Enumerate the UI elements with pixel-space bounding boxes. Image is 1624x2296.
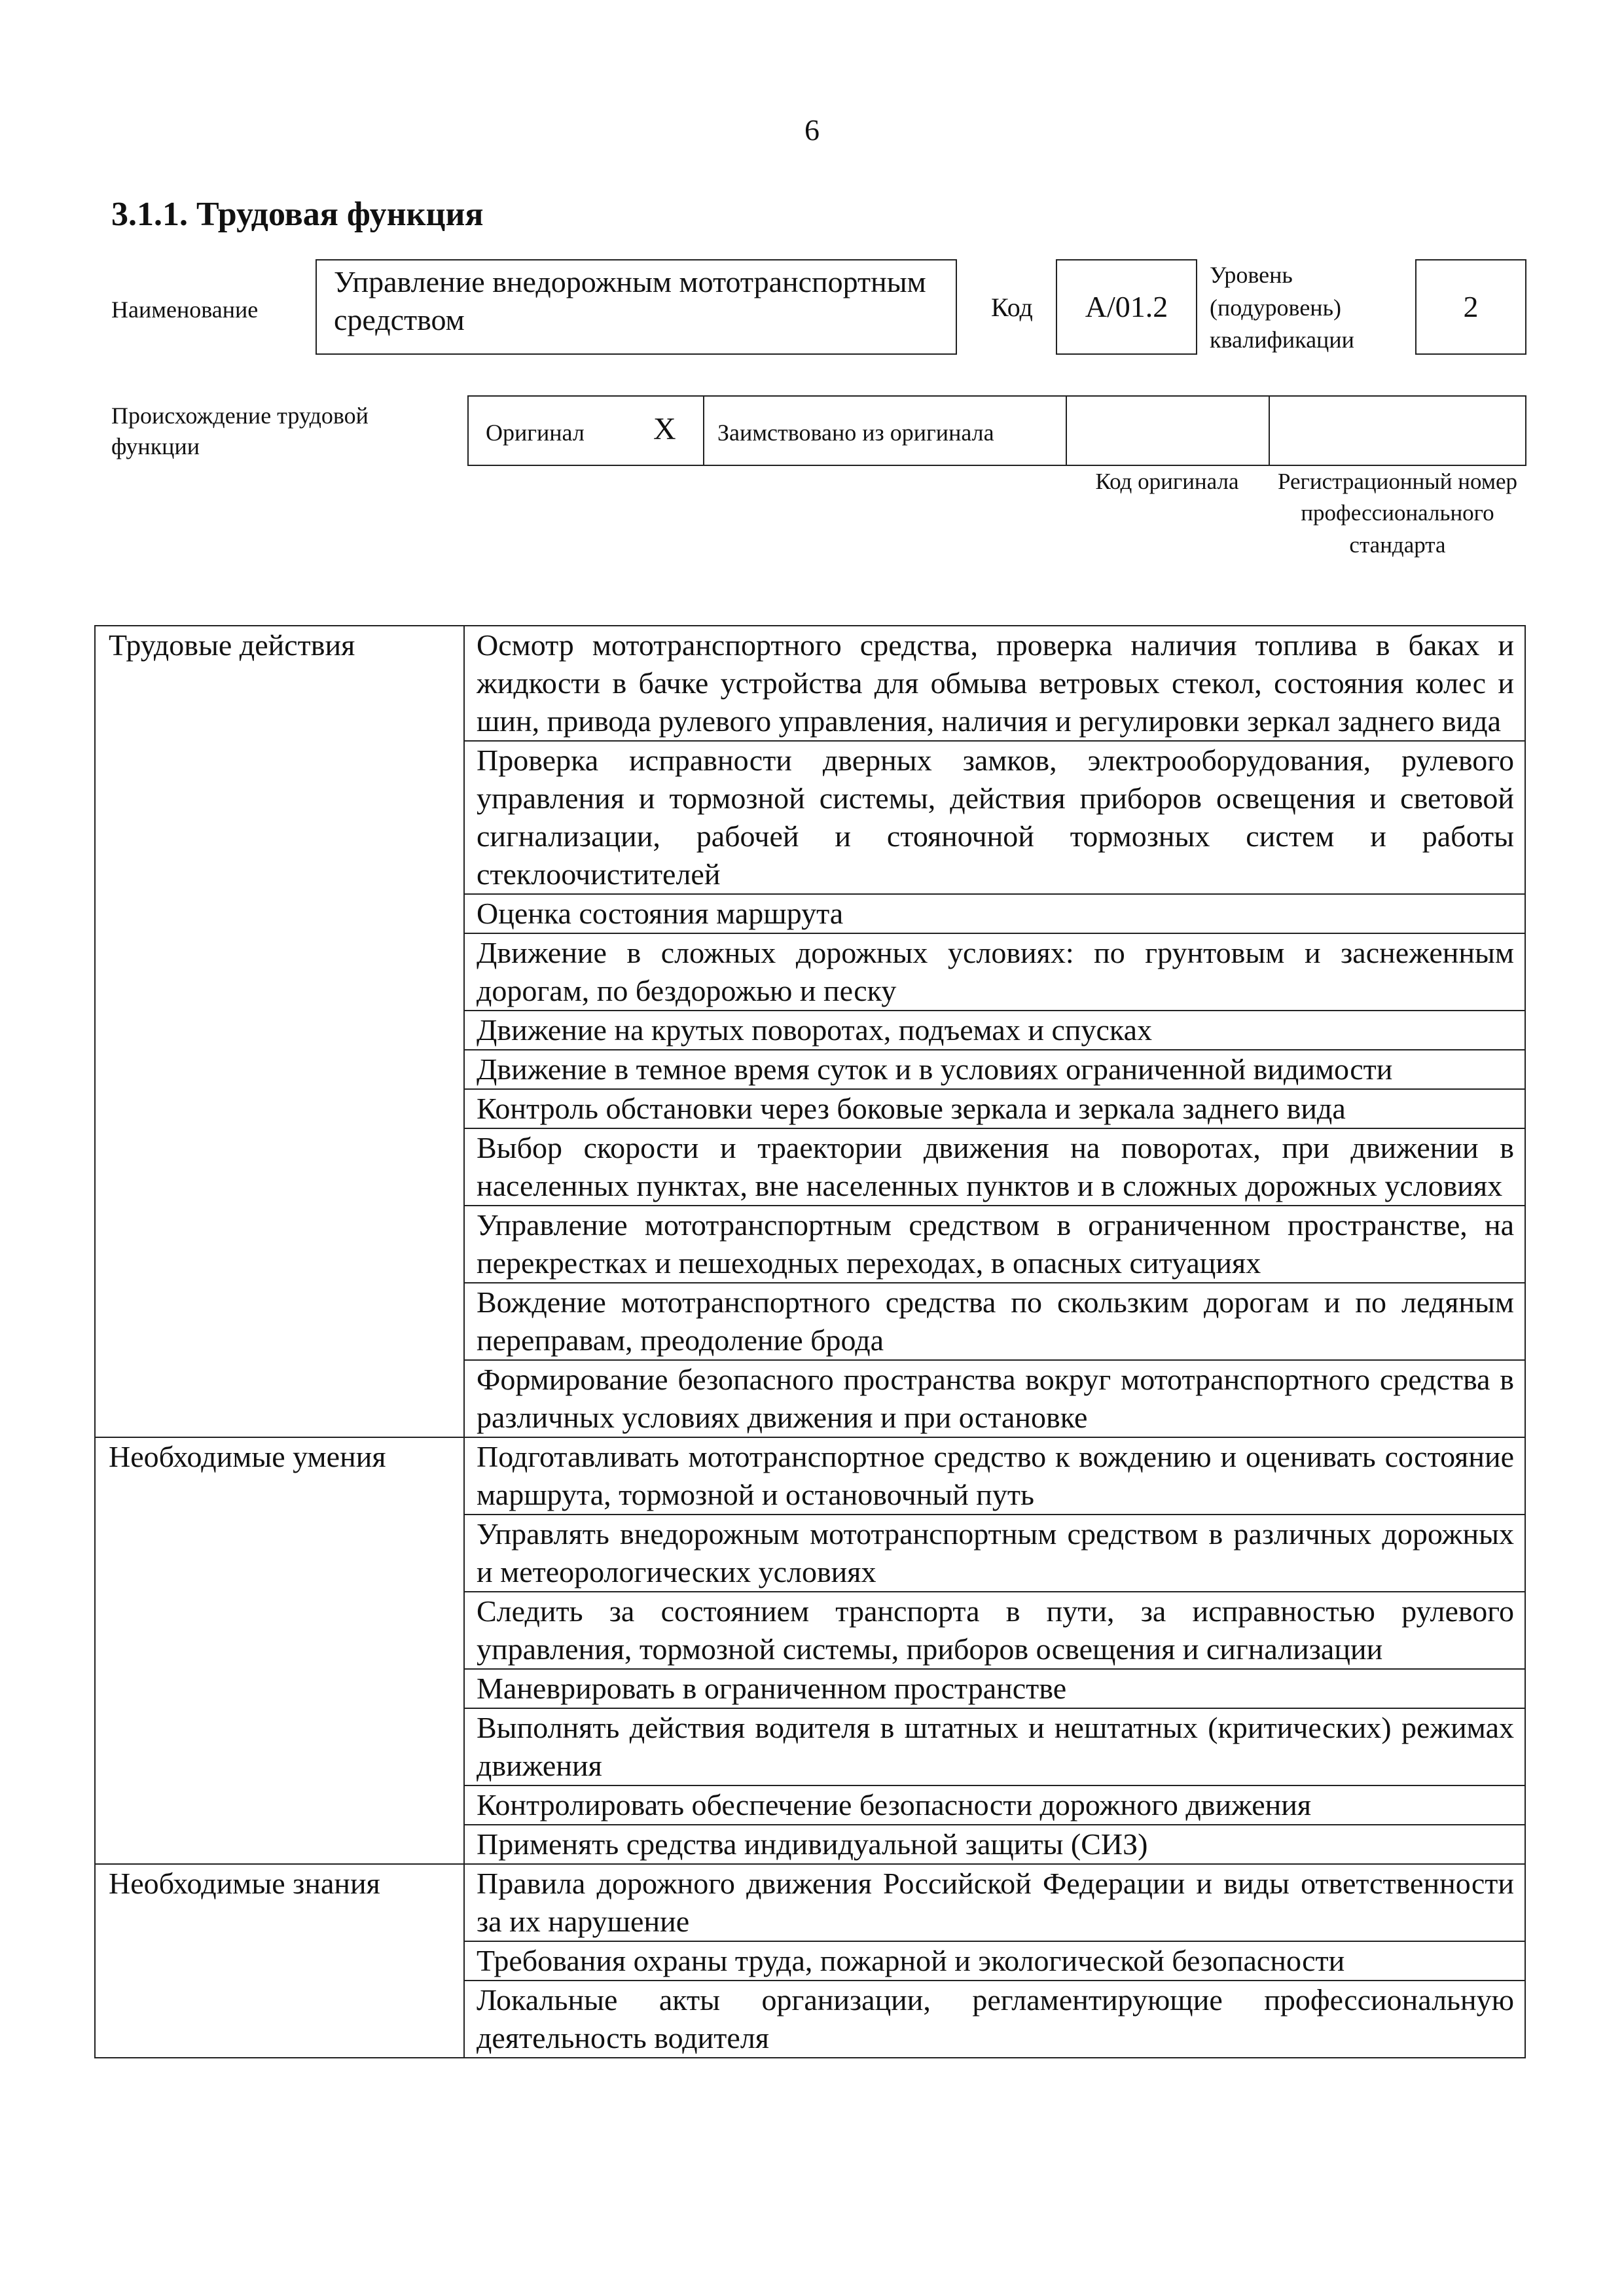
origin-divider: [1066, 397, 1067, 465]
list-item: Движение в сложных дорожных условиях: по грунтовым и заснеженным дорогам, по бездорожью и песку: [464, 933, 1525, 1011]
level-label: Уровень (подуровень) квалификации: [1210, 262, 1354, 353]
list-item: Проверка исправности дверных замков, электрооборудования, рулевого управления и тормозной системы, действия приборов освещения и световой сигнализации, рабочей и стояночной тормозных систем и работы стеклоочистителей: [464, 741, 1525, 894]
list-item: Следить за состоянием транспорта в пути, за исправностью рулевого управления, тормозной системы, приборов освещения и сигнализации: [464, 1592, 1525, 1669]
list-item: Выполнять действия водителя в штатных и нештатных (критических) режимах движения: [464, 1708, 1525, 1785]
list-item: Движение в темное время суток и в условиях ограниченной видимости: [464, 1050, 1525, 1089]
list-item: Правила дорожного движения Российской Федерации и виды ответственности за их нарушение: [464, 1864, 1525, 1941]
list-item: Контролировать обеспечение безопасности дорожного движения: [464, 1785, 1525, 1825]
list-item: Осмотр мототранспортного средства, проверка наличия топлива в баках и жидкости в бачке устройства для обмыва ветровых стекол, состояния колес и шин, привода рулевого управления, наличия и регулировки зеркал заднего вида: [464, 626, 1525, 741]
list-item: Оценка состояния маршрута: [464, 894, 1525, 933]
list-item: Применять средства индивидуальной защиты (СИЗ): [464, 1825, 1525, 1864]
list-item: Вождение мототранспортного средства по скользким дорогам и по ледяным переправам, преодоление брода: [464, 1283, 1525, 1360]
list-item: Маневрировать в ограниченном пространстве: [464, 1669, 1525, 1708]
list-item: Подготавливать мототранспортное средство к вождению и оценивать состояние маршрута, тормозной и остановочный путь: [464, 1437, 1525, 1515]
name-label: Наименование: [111, 296, 259, 323]
level-value-box: [1415, 259, 1526, 355]
table-row: [95, 1437, 1525, 1515]
name-value-box: [316, 259, 957, 355]
code-value: А/01.2: [1085, 290, 1168, 324]
list-item: Формирование безопасного пространства вокруг мототранспортного средства в различных условиях движения и при остановке: [464, 1360, 1525, 1437]
level-value: 2: [1463, 290, 1479, 324]
list-item: Требования охраны труда, пожарной и экологической безопасности: [464, 1941, 1525, 1981]
origin-label: Происхождение трудовой функции: [111, 403, 369, 459]
borrowed-label: Заимствовано из оригинала: [717, 420, 994, 446]
original-label: Оригинал: [486, 420, 585, 446]
origin-divider: [703, 397, 704, 465]
name-value: Управление внедорожным мототранспортным средством: [334, 265, 926, 336]
page-number: 6: [804, 113, 820, 147]
list-item: Движение на крутых поворотах, подъемах и спусках: [464, 1011, 1525, 1050]
list-item: Управление мототранспортным средством в ограниченном пространстве, на перекрестках и пешеходных переходах, в опасных ситуациях: [464, 1206, 1525, 1283]
section-title: Необходимые умения: [95, 1437, 464, 1864]
code-original-label: Код оригинала: [1095, 469, 1239, 494]
list-item: Выбор скорости и траектории движения на поворотах, при движении в населенных пунктах, вне населенных пунктов и в сложных дорожных условиях: [464, 1128, 1525, 1206]
code-value-box: [1056, 259, 1197, 355]
origin-divider: [1269, 397, 1270, 465]
section-heading: 3.1.1. Трудовая функция: [111, 196, 484, 233]
table-row: [95, 626, 1525, 741]
list-item: Локальные акты организации, регламентирующие профессиональную деятельность водителя: [464, 1981, 1525, 2058]
list-item: Контроль обстановки через боковые зеркала и зеркала заднего вида: [464, 1089, 1525, 1128]
section-title: Трудовые действия: [95, 626, 464, 1437]
reg-number-label: Регистрационный номер профессионального стандарта: [1277, 469, 1518, 558]
function-table: [94, 625, 1526, 2058]
section-title: Необходимые знания: [95, 1864, 464, 2058]
code-label: Код: [991, 293, 1033, 322]
list-item: Управлять внедорожным мототранспортным средством в различных дорожных и метеорологических условиях: [464, 1515, 1525, 1592]
origin-table: [467, 395, 1526, 466]
table-row: [95, 1864, 1525, 1941]
original-mark: Х: [653, 412, 676, 446]
